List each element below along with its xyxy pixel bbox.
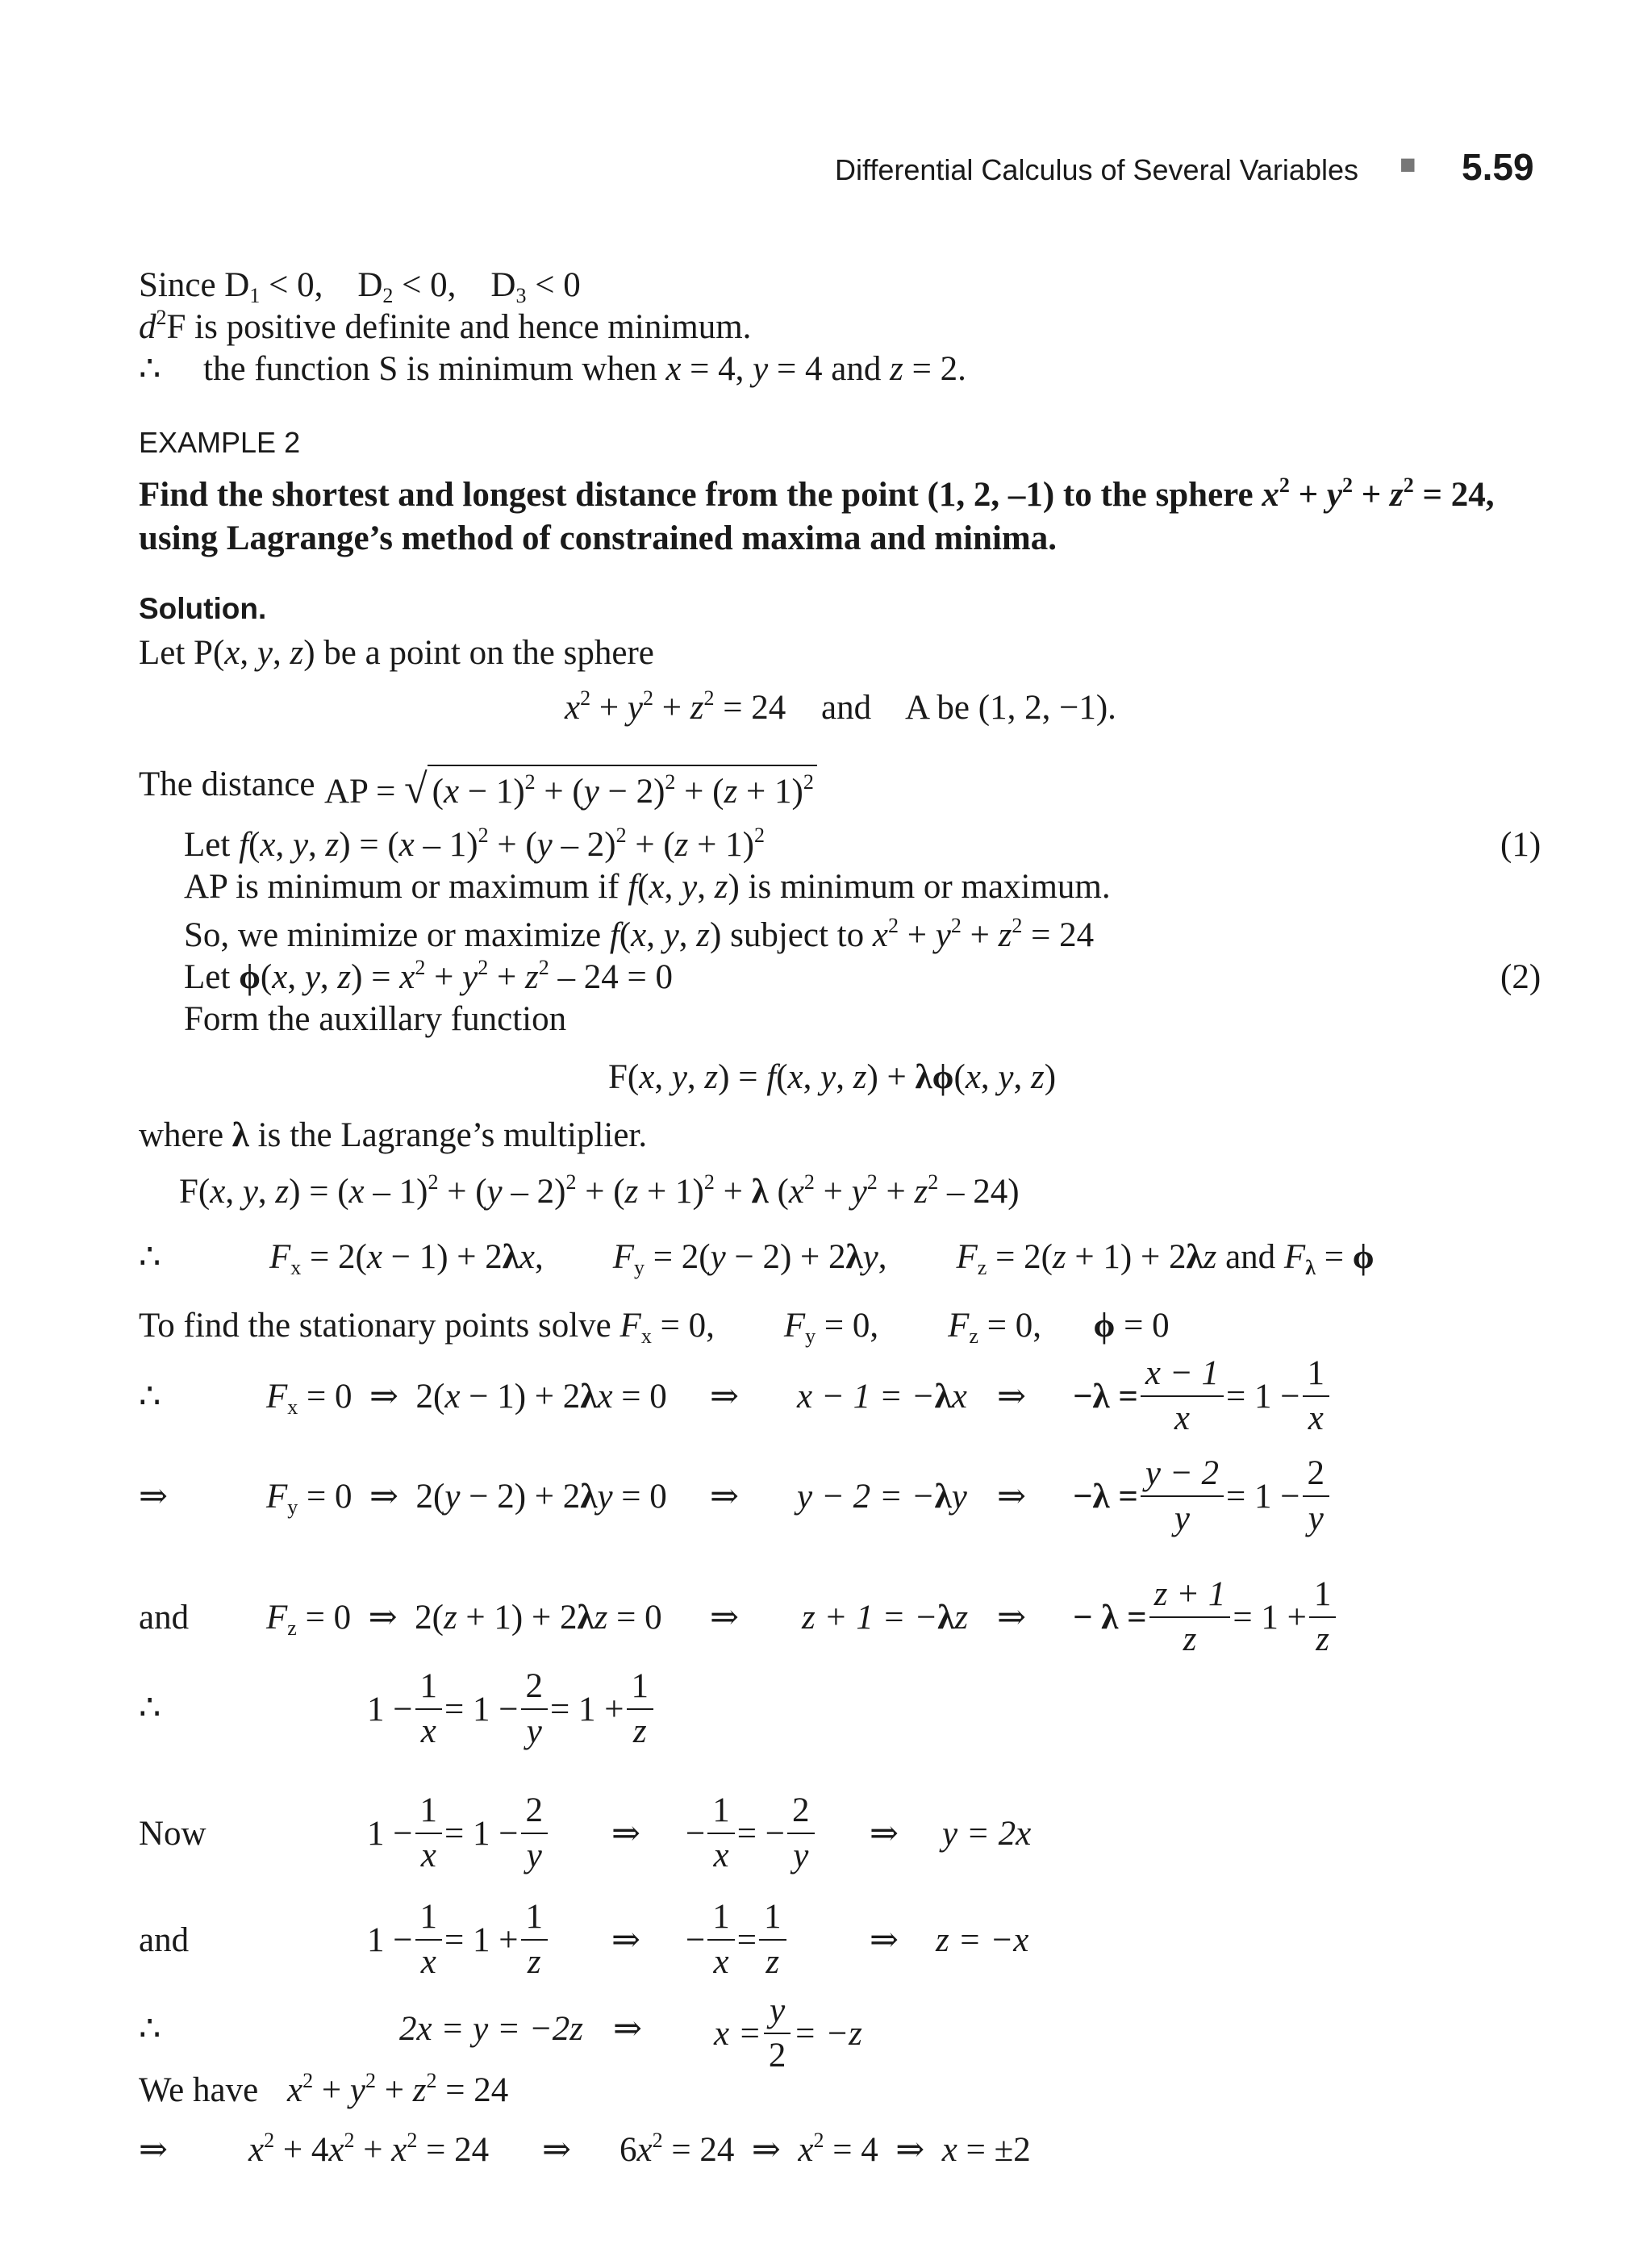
solution-line-1: Let P(x, y, z) be a point on the sphere <box>139 634 654 672</box>
running-header <box>835 153 1358 187</box>
line-form: Form the auxillary function <box>184 1000 567 1038</box>
intro-line-1: Since $D_1 < 0$, $D_2 < 0$, $D_3 < 0$ <box>139 266 581 307</box>
distance-formula: AP = √ $(x - 1)^2 + (y - 2)^2 + (z + 1)^2$ <box>324 765 817 813</box>
equation-number-2: (2) <box>1500 958 1541 996</box>
point-a: A be (1, 2, −1). <box>905 689 1116 727</box>
math-text: 1 − <box>367 1814 413 1853</box>
fz-step: z + 1 = −λz <box>802 1599 969 1637</box>
fraction: $\frac{y - 2}{y}$ <box>1141 1452 1224 1541</box>
now-lhs <box>367 1789 550 1878</box>
fraction: $\frac{1}{x}$ <box>415 1789 443 1878</box>
implies-arrow: ⇒ <box>710 1599 740 1637</box>
math-text: − <box>686 1920 706 1959</box>
fz-equation: $F_z = 0$ ⇒ 2(z + 1) + 2λz = 0 <box>266 1599 662 1640</box>
partial-derivatives: $F_x = 2(x - 1) + 2\lambda x$, $F_y = 2(y - 2) + 2\lambda y$, $F_z = 2(z + 1) + 2\lambda z$ and $F_\lambda = \phi$ <box>269 1238 1375 1279</box>
implies-arrow: ⇒ <box>611 1815 641 1853</box>
math-text: = −z <box>793 2014 862 2053</box>
running-title: Differential Calculus of Several Variables <box>835 153 1358 186</box>
math-text: = <box>736 1920 757 1959</box>
implies-arrow: ⇒ <box>611 1921 641 1959</box>
lambda-y-row <box>1073 1452 1332 1541</box>
intro-line-2: $d^2F$ is positive definite and hence minimum. <box>139 306 752 346</box>
now-mid <box>686 1789 817 1878</box>
intro-line-3: the function S is minimum when x = 4, y = 4 and z = 2. <box>203 350 966 388</box>
math-text: x = <box>714 2014 761 2053</box>
line-where: where λ is the Lagrange’s multiplier. <box>139 1116 648 1154</box>
lambda-z-row <box>1073 1573 1338 1662</box>
line-minimize: So, we minimize or maximize f(x, y, z) subject to $x^2 + y^2 + z^2 = 24$ <box>184 914 1095 954</box>
fraction: $\frac{1}{x}$ <box>415 1895 443 1984</box>
math-text: − <box>686 1814 706 1853</box>
math-text: 1 − <box>367 1690 413 1728</box>
aux-function: F(x, y, z) = f(x, y, z) + λϕ(x, y, z) <box>608 1058 1057 1096</box>
def-f: Let f(x, y, $z) = (x - 1)^2 + (y - 2)^2 + (z + 1)^2$ <box>184 824 765 864</box>
we-have: We have <box>139 2071 259 2109</box>
fx-step: x − 1 = −λx <box>797 1378 967 1416</box>
def-phi: Let ϕ(x, y, $z) = x^2 + y^2 + z^2 - 24 = 0$ <box>184 956 673 996</box>
and-mid <box>686 1895 789 1984</box>
equals-text: = 1 + <box>1233 1598 1307 1637</box>
fraction: $\frac{1}{z}$ <box>1309 1573 1337 1662</box>
implies-arrow: ⇒ <box>710 1478 740 1516</box>
fraction: $\frac{z + 1}{z}$ <box>1149 1573 1231 1662</box>
x-relation <box>714 1989 862 2078</box>
relation-chain: 2x = y = −2z <box>399 2010 583 2048</box>
problem-line-2: using Lagrange’s method of constrained maxima and minima. <box>139 519 1057 557</box>
lambda-x-row <box>1073 1352 1332 1441</box>
line-ap: AP is minimum or maximum if f(x, y, z) is minimum or maximum. <box>184 868 1111 906</box>
and-lhs <box>367 1895 550 1984</box>
and-word: and <box>139 1921 190 1959</box>
implies-arrow: ⇒ <box>870 1921 899 1959</box>
equals-text: = 1 − <box>1226 1477 1300 1516</box>
therefore-symbol: ∴ <box>139 1689 161 1727</box>
fx-equation: $F_x = 0$ ⇒ 2(x − 1) + 2λx = 0 <box>266 1378 667 1419</box>
fraction: $\frac{1}{z}$ <box>759 1895 786 1984</box>
therefore-symbol: ∴ <box>139 1378 161 1416</box>
page-number: 5.59 <box>1462 146 1534 188</box>
fraction: $\frac{y}{2}$ <box>764 1989 791 2078</box>
and-word: and <box>821 689 872 727</box>
fraction: $\frac{1}{z}$ <box>627 1665 654 1754</box>
implies-arrow: ⇒ <box>542 2131 572 2169</box>
fraction: $\frac{1}{z}$ <box>521 1895 549 1984</box>
fraction: $\frac{1}{x}$ <box>707 1895 735 1984</box>
math-text: = 1 − <box>444 1690 519 1728</box>
sphere-restated: $x^2 + y^2 + z^2 = 24$ <box>287 2069 509 2109</box>
result-y: y = 2x <box>942 1815 1032 1853</box>
example-label: EXAMPLE 2 <box>139 426 301 459</box>
math-text: = 1 + <box>444 1920 519 1959</box>
final-solution: $6x^2 = 24$ ⇒ $x^2 = 4$ ⇒ x = ±2 <box>620 2129 1031 2169</box>
implies-arrow: ⇒ <box>997 1599 1027 1637</box>
equals-text: = 1 − <box>1226 1377 1300 1416</box>
distance-label: The distance <box>139 765 315 803</box>
implies-arrow: ⇒ <box>710 1378 740 1416</box>
fraction: $\frac{2}{y}$ <box>521 1665 549 1754</box>
math-text: 1 − <box>367 1920 413 1959</box>
fraction: $\frac{1}{x}$ <box>1303 1352 1330 1441</box>
fraction: $\frac{1}{x}$ <box>415 1665 443 1754</box>
problem-line-1: Find the shortest and longest distance from the point (1, 2, –1) to the sphere $x^2 + y^2 + z^2 = 24$, <box>139 473 1495 514</box>
fraction: $\frac{x - 1}{x}$ <box>1141 1352 1224 1441</box>
implies-arrow: ⇒ <box>997 1478 1027 1516</box>
lambda-lhs: −λ = <box>1073 1477 1138 1516</box>
header-separator: ■ <box>1400 150 1416 180</box>
result-z: z = −x <box>936 1921 1029 1959</box>
fraction: $\frac{2}{y}$ <box>521 1789 549 1878</box>
equation-number-1: (1) <box>1500 826 1541 864</box>
fraction: $\frac{1}{x}$ <box>707 1789 735 1878</box>
fraction: $\frac{2}{y}$ <box>787 1789 815 1878</box>
math-text: = 1 − <box>444 1814 519 1853</box>
lambda-lhs: −λ = <box>1073 1377 1138 1416</box>
therefore-symbol: ∴ <box>139 1238 161 1276</box>
fy-equation: $F_y = 0$ ⇒ 2(y − 2) + 2λy = 0 <box>266 1478 667 1519</box>
therefore-symbol: ∴ <box>139 2010 161 2048</box>
stationary-line: To find the stationary points solve $F_x = 0$, $F_y = 0$, $F_z = 0$, ϕ = 0 <box>139 1307 1170 1348</box>
substitution: $x^2 + 4x^2 + x^2 = 24$ <box>248 2129 490 2169</box>
therefore-symbol: ∴ <box>139 350 161 388</box>
fy-step: y − 2 = −λy <box>797 1478 967 1516</box>
now-word: Now <box>139 1815 206 1853</box>
implies-arrow: ⇒ <box>870 1815 899 1853</box>
implies-arrow: ⇒ <box>139 2131 169 2169</box>
equality-chain <box>367 1665 656 1754</box>
implies-arrow: ⇒ <box>997 1378 1027 1416</box>
lambda-lhs: − λ = <box>1073 1598 1147 1637</box>
fraction: $\frac{2}{y}$ <box>1303 1452 1330 1541</box>
and-word: and <box>139 1599 190 1637</box>
math-text: = 1 + <box>550 1690 624 1728</box>
solution-label: Solution. <box>139 592 267 625</box>
expanded-F: F(x, y, $z) = (x - 1)^2 + (y - 2)^2 + (z + 1)^2 + \lambda$ $(x^2 + y^2 + z^2 - 24)$ <box>179 1170 1020 1211</box>
implies-arrow: ⇒ <box>613 2010 643 2048</box>
sphere-equation: $x^2 + y^2 + z^2 = 24$ <box>565 686 786 727</box>
math-text: = − <box>736 1814 786 1853</box>
implies-arrow: ⇒ <box>139 1478 169 1516</box>
